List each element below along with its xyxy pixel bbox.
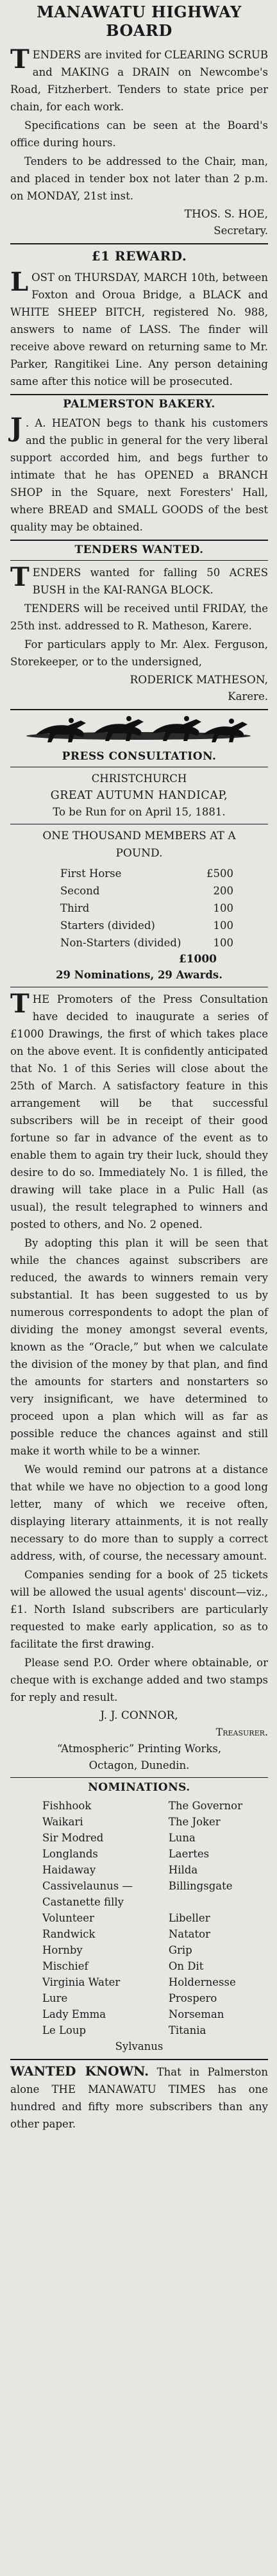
consultation-run: To be Run for on April 15, 1881. (53, 806, 226, 818)
highway-address: Tenders to be addressed to the Chair, man, and placed in tender box not later than 2 p.m. on MONDAY, 21st inst. (10, 155, 268, 202)
reward-body: OST on THURSDAY, MARCH 10th, between Foxton and Oroua Bridge, a BLACK and WHITE SHEEP BITCH, registered No. 988, answers to name of LASS. The finder will receive above reward on returning same to Mr. Parker, Rangitikei Line. Any person detaining same after this notice will be prosecuted. (10, 271, 268, 388)
prize-row (60, 882, 233, 900)
nomination-item: Mischief (42, 1960, 88, 1972)
prize-value: 100 (213, 937, 233, 949)
nomination-item: Norseman (168, 2008, 224, 2020)
nomination-item: Castanette filly (42, 1896, 124, 1908)
prize-label: First Horse (60, 867, 122, 880)
nomination-item: Haidaway (42, 1864, 96, 1876)
nomination-item: Cassivelaunus — (42, 1880, 133, 1892)
consultation-para-4: Companies sending for a book of 25 tickets will be allowed the usual agents' discount—viz., £1. North Island subscribers are particularly requested to make early application, so as to facilitate the first drawing. (10, 1569, 268, 1650)
nomination-item (169, 1894, 242, 1910)
tenders-title: TENDERS WANTED. (74, 543, 204, 556)
divider (10, 394, 268, 395)
nominations-last: Sylvanus (115, 2040, 164, 2052)
bakery-title: PALMERSTON BAKERY. (63, 398, 215, 411)
nominations-title: NOMINATIONS. (88, 1781, 190, 1794)
highway-role: Secretary. (214, 225, 268, 237)
nominations-right-column (169, 1798, 242, 2038)
highway-ad (10, 3, 268, 239)
prize-row (60, 934, 233, 951)
nominations (10, 1781, 268, 2055)
nomination-item: Hornby (42, 1944, 83, 1956)
horse-race-engraving (10, 714, 267, 746)
bakery-body: . A. HEATON begs to thank his customers and the public in general for the very liberal support accorded him, and begs further to intimate that he has OPENED a BRANCH SHOP in the Square, next Foresters' Hall, where BREAD and SMALL GOODS of the best quality may be obtained. (10, 417, 268, 533)
prize-row (60, 917, 233, 934)
consultation-subtitle-2: GREAT AUTUMN HANDICAP, (50, 789, 228, 802)
nomination-item: On Dit (168, 1960, 204, 1972)
prize-label: Starters (divided) (60, 919, 155, 932)
prize-row (60, 865, 233, 882)
tenders-place: Karere. (228, 690, 268, 703)
nomination-item: The Governor (168, 1800, 242, 1812)
consultation-para-5: Please send P.O. Order where obtainable, or cheque with is exchange added and two stamps for reply and result. (10, 1657, 268, 1703)
nomination-item: Prospero (168, 1992, 217, 2004)
prize-list (60, 865, 233, 951)
nomination-item: Lure (42, 1992, 68, 2004)
consultation-drop-cap: T (10, 989, 29, 1019)
nominations-left-column (42, 1798, 133, 2038)
consultation-members: ONE THOUSAND MEMBERS AT A POUND. (42, 830, 236, 860)
tenders-ad (10, 543, 268, 705)
consultation-awards: 29 Nominations, 29 Awards. (56, 969, 222, 981)
nomination-item: Luna (168, 1832, 196, 1844)
nomination-item: Virginia Water (42, 1976, 121, 1988)
nomination-item: Volunteer (42, 1912, 94, 1924)
nomination-item: Libeller (168, 1912, 210, 1924)
nomination-item: Grip (168, 1944, 192, 1956)
wanted-body: That in Palmerston alone THE MANAWATU TIMES has one hundred and fifty more subscribers than any other paper. (10, 2066, 268, 2130)
divider (10, 243, 268, 244)
highway-specs: Specifications can be seen at the Board's office during hours. (10, 119, 268, 149)
nomination-item: Fishhook (42, 1800, 92, 1812)
nomination-item: Sir Modred (42, 1832, 104, 1844)
nomination-item: Laertes (168, 1848, 210, 1860)
reward-title: £1 REWARD. (91, 248, 187, 264)
reward-ad (10, 248, 268, 390)
tenders-particulars: For particulars apply to Mr. Alex. Ferguson, Storekeeper, or to the undersigned, (10, 638, 268, 668)
wanted-title: WANTED KNOWN. (10, 2063, 149, 2079)
bakery-ad (10, 398, 268, 536)
nomination-item: Holdernesse (168, 1976, 236, 1988)
nomination-item: Natator (168, 1928, 211, 1940)
prize-label: Non-Starters (divided) (60, 937, 181, 949)
divider (10, 2059, 268, 2060)
divider (10, 560, 268, 561)
reward-drop-cap: L (10, 267, 29, 297)
highway-signer: THOS. S. HOE, (184, 208, 268, 221)
prize-value: 100 (213, 902, 233, 914)
prize-value: 100 (213, 919, 233, 932)
nomination-item: Longlands (42, 1848, 98, 1860)
divider (10, 1777, 268, 1778)
tenders-drop-cap: T (10, 562, 29, 592)
consultation-subtitle-1: CHRISTCHURCH (91, 772, 187, 785)
divider (10, 709, 268, 710)
tenders-received: TENDERS will be received until FRIDAY, the 25th inst. addressed to R. Matheson, Karere. (10, 602, 268, 632)
consultation-role: Treasurer. (215, 1726, 268, 1738)
nomination-item: Billingsgate (168, 1880, 233, 1892)
prize-row (60, 900, 233, 917)
prize-label: Third (60, 902, 90, 914)
divider (10, 540, 268, 541)
consultation-title: PRESS CONSULTATION. (62, 750, 217, 763)
consultation-ad (10, 750, 268, 1774)
highway-drop-cap: T (10, 44, 29, 74)
nomination-item: Waikari (42, 1816, 83, 1828)
consultation-para-3: We would remind our patrons at a distance that while we have no objection to a good long letter, many of which we receive often, displaying literary attainments, it is not really necessary to do more than to supply a correct address, with, of course, the necessary amount. (10, 1463, 268, 1562)
nomination-item: Lady Emma (42, 2008, 106, 2020)
consultation-city: Octagon, Dunedin. (88, 1759, 190, 1771)
nomination-item: Titania (168, 2024, 206, 2036)
highway-body: ENDERS are invited for CLEARING SCRUB and MAKING a DRAIN on Newcombe's Road, Fitzherbert. Tenders to state price per chain, for each work. (10, 49, 268, 113)
nomination-item: Randwick (42, 1928, 96, 1940)
nomination-item: The Joker (168, 1816, 221, 1828)
consultation-para-1: HE Promoters of the Press Consultation have decided to inaugurate a series of £1000 Drawings, the first of which takes place on the above event. It is confidently anticipated that No. 1 of this Series will close about the 25th of March. A satisfactory feature in this arrangement will be that successful subscribers will be in receipt of their good fortune so far in advance of the event as to enable them to again try their luck, should they desire to do so. Immediately No. 1 is filled, the drawing will take place in a Pulic Hall (as usual), the result telegraphed to winners and posted to others, and No. 2 opened. (10, 993, 268, 1231)
tenders-body: ENDERS wanted for falling 50 ACRES BUSH in the KAI-RANGA BLOCK. (32, 567, 268, 596)
nominations-columns (42, 1798, 242, 2038)
nomination-item: Le Loup (42, 2024, 87, 2036)
nomination-item: Hilda (168, 1864, 198, 1876)
prize-total: £1000 (178, 953, 217, 966)
wanted-ad (10, 2063, 268, 2133)
tenders-signer: RODERICK MATHESON, (130, 674, 268, 687)
prize-label: Second (60, 885, 100, 897)
bakery-drop-cap: J (10, 413, 22, 443)
prize-value: £500 (206, 867, 233, 880)
highway-title: MANAWATU HIGHWAY BOARD (37, 3, 242, 40)
prize-value: 200 (213, 885, 233, 897)
consultation-works: “Atmospheric” Printing Works, (56, 1743, 222, 1755)
consultation-para-2: By adopting this plan it will be seen that while the chances against subscribers are reduced, the awards to winners remain very substantial. It has been suggested to us by numerous correspondents to adopt the plan of dividing the money amongst several events, known as the “Oracle,” but when we calculate the division of the money by that plan, and find the amounts for starters and nonstarters so very insignificant, we have determined to proceed upon a plan which will as far as possible reduce the chances against and still make it worth while to be a winner. (10, 1237, 268, 1457)
consultation-signer: J. J. CONNOR, (100, 1709, 178, 1722)
